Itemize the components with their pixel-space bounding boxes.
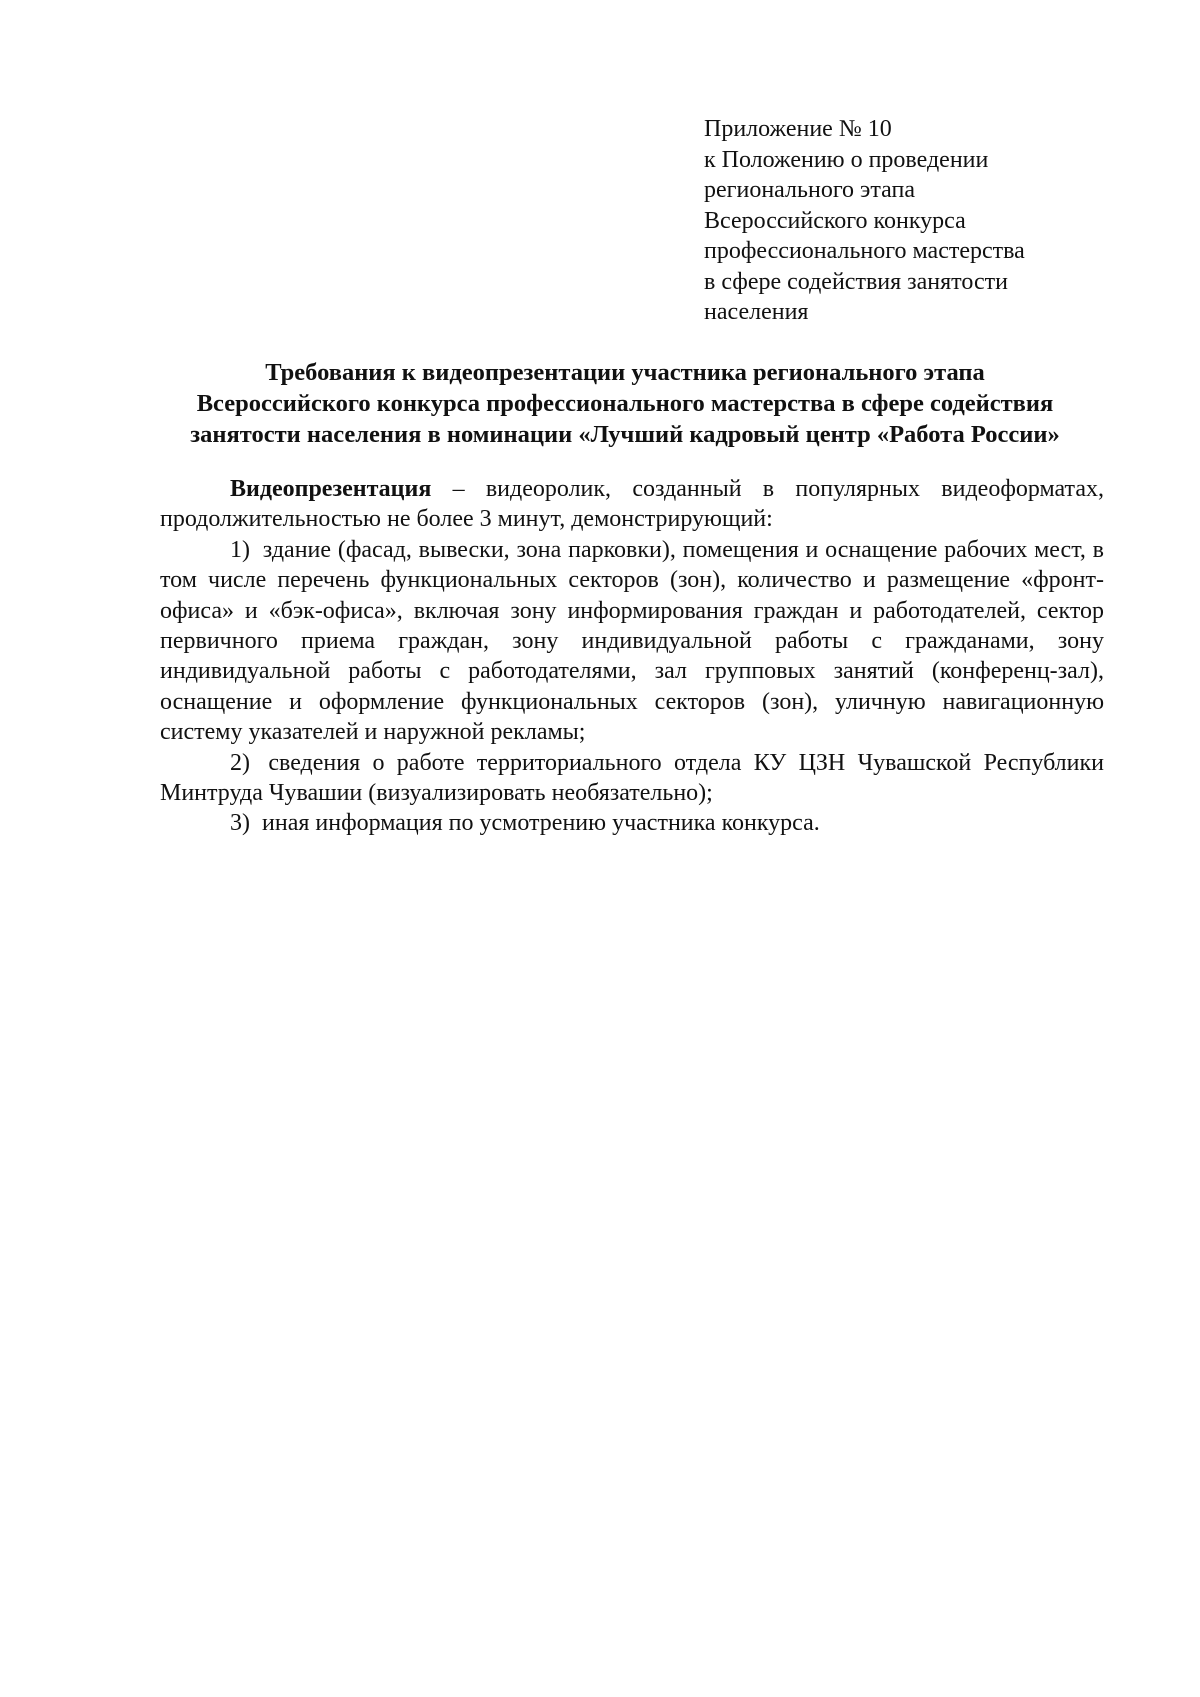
list-item-number: 2) bbox=[230, 749, 250, 776]
appendix-line: к Положению о проведении bbox=[704, 146, 989, 173]
title-line: Всероссийского конкурса профессионального мастерства в сфере содействия bbox=[196, 390, 1054, 417]
list-item bbox=[160, 808, 1104, 838]
appendix-line: профессионального мастерства bbox=[704, 238, 1025, 264]
document-title bbox=[150, 357, 1100, 450]
title-line: занятости населения в номинации «Лучший кадровый центр «Работа России» bbox=[190, 421, 1060, 448]
defined-term: Видеопрезентация bbox=[230, 476, 432, 502]
appendix-line: населения bbox=[704, 299, 809, 325]
intro-text: – видеоролик, созданный в популярных видеоформатах, продолжительностью не более 3 минут, демонстрирующий: bbox=[160, 476, 1104, 533]
appendix-block bbox=[704, 114, 1144, 328]
list-item-text: здание (фасад, вывески, зона парковки), помещения и оснащение рабочих мест, в том числе перечень функциональных секторов (зон), количество и размещение «фронт-офиса» и «бэк-офиса», включая зону информирования граждан и работодателей, сектор первичного приема граждан, зону индивидуальной работы с гражданами, зону индивидуальной работы с работодателями, зал групповых занятий (конференц-зал), оснащение и оформление функциональных секторов (зон), уличную навигационную систему указателей и наружной рекламы; bbox=[160, 536, 1105, 746]
appendix-line: регионального этапа bbox=[704, 177, 915, 203]
appendix-line: Приложение № 10 bbox=[704, 116, 892, 142]
list-item-number: 3) bbox=[230, 810, 250, 837]
list-item-number: 1) bbox=[230, 536, 250, 563]
intro-paragraph bbox=[160, 474, 1104, 535]
title-line: Требования к видеопрезентации участника регионального этапа bbox=[265, 359, 985, 386]
appendix-line: Всероссийского конкурса bbox=[704, 207, 966, 234]
document-body bbox=[160, 474, 1104, 839]
appendix-line: в сфере содействия занятости bbox=[704, 268, 1008, 295]
list-item-text: иная информация по усмотрению участника конкурса. bbox=[262, 810, 820, 837]
list-item-text: сведения о работе территориального отдела КУ ЦЗН Чувашской Республики Минтруда Чувашии (визуализировать необязательно); bbox=[160, 749, 1105, 807]
list-item bbox=[160, 748, 1104, 809]
list-item bbox=[160, 535, 1104, 748]
